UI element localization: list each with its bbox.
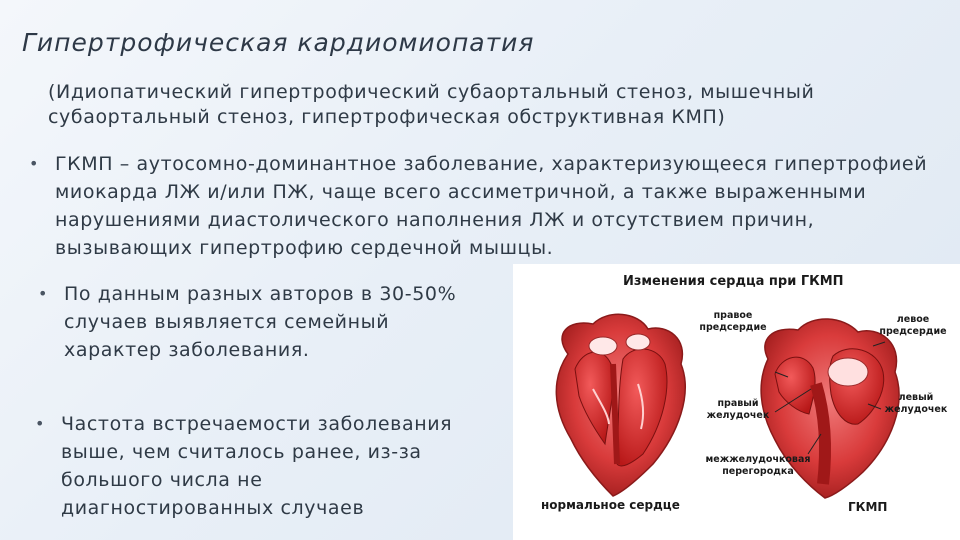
figure-title: Изменения сердца при ГКМП: [623, 274, 844, 289]
heart-comparison-figure: [513, 264, 960, 540]
label-left-ventricle: левый желудочек: [884, 392, 948, 415]
bullet-item-frequency: [35, 410, 461, 522]
label-right-atrium: правое предсердие: [699, 310, 767, 333]
bullet-marker: •: [29, 154, 40, 173]
bullet-text: По данным разных авторов в 30-50% случаев выявляется семейный характер заболевания.: [64, 283, 457, 361]
bullet-marker: •: [38, 284, 49, 303]
bullet-item-definition: [29, 150, 935, 262]
bullet-marker: •: [35, 414, 46, 433]
bullet-text: ГКМП – аутосомно-доминантное заболевание, характеризующееся гипертрофией миокарда ЛЖ и/или ПЖ, чаще всего ассиметричной, а также выраженными нарушениями диастолического наполнения ЛЖ и отсутствием причин, вызывающих гипертрофию сердечной мышцы.: [55, 153, 928, 259]
label-hcm: ГКМП: [848, 500, 888, 514]
slide-subtitle: (Идиопатический гипертрофический субаортальный стеноз, мышечный субаортальный стеноз, гипертрофическая обструктивная КМП): [48, 81, 815, 128]
label-septum: межжелудочковая перегородка: [705, 454, 811, 477]
label-left-atrium: левое предсердие: [879, 314, 947, 337]
bullet-item-familial: [38, 280, 464, 364]
label-right-ventricle: правый желудочек: [706, 398, 770, 421]
bullet-text: Частота встречаемости заболевания выше, чем считалось ранее, из-за большого числа не диагностированных случаев: [61, 413, 453, 519]
label-normal-heart: нормальное сердце: [541, 498, 680, 512]
slide-title: Гипертрофическая кардиомиопатия: [22, 28, 535, 57]
normal-heart-illustration: [556, 314, 685, 496]
